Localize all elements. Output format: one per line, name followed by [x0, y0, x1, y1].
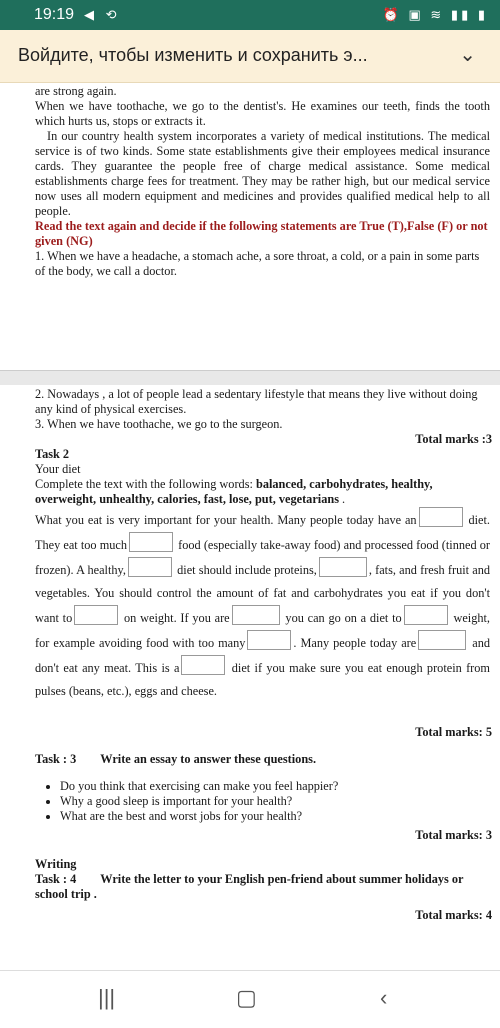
fill-in-text	[0, 507, 500, 703]
doc-paragraph: In our country health system incorporates a variety of medical institutions. The medical service is of two kinds. Some state establishments give their employees medical insurance cards. They guarantee the people free of charge medical assistance. Some medical establishments charge fees for treatment. They may be rather high, but our medical service now uses all modern equipment and medicines and provides qualified medical help to all people.	[35, 129, 490, 218]
fill-text: diet. They eat too much	[35, 513, 490, 552]
task-title	[0, 872, 500, 902]
sign-in-banner[interactable]	[0, 30, 500, 83]
task-title: Task 2	[35, 447, 70, 461]
fill-text: and don't eat any meat. This is a	[35, 636, 490, 675]
blank-input[interactable]	[419, 507, 463, 527]
total-marks: Total marks: 5	[415, 725, 492, 739]
document-page-1	[0, 84, 500, 370]
section-title: Writing	[35, 857, 77, 871]
fill-text: What you eat is very important for your health. Many people today have	[35, 513, 402, 527]
task3-title: Task : 3	[35, 752, 77, 766]
statement: 1. When we have a headache, a stomach ache, a sore throat, a cold, or a pain in some parts of the body, we call a doctor.	[35, 249, 480, 278]
chevron-down-icon[interactable]: ⌄	[459, 44, 476, 66]
status-bar	[0, 0, 500, 30]
fill-text: diet should include proteins,	[173, 563, 317, 577]
notification-icons: ◀ ⟲	[84, 7, 121, 22]
list-item: • What are the best and worst jobs for your health?	[60, 809, 500, 824]
page-separator	[0, 370, 500, 386]
fill-text: , fats, and fresh fruit and vegetables. You should control the amount of fat and carbohydrates you eat if you don't want to	[35, 563, 490, 625]
blank-input[interactable]	[74, 605, 118, 625]
instruction-end: .	[338, 492, 346, 506]
task-subtitle: Your diet	[35, 462, 81, 476]
fill-text: an	[404, 513, 417, 527]
blank-input[interactable]	[247, 630, 291, 650]
blank-input[interactable]	[404, 605, 448, 625]
total-marks: Total marks :3	[415, 432, 492, 446]
doc-paragraph: are strong again.	[35, 84, 117, 98]
blank-input[interactable]	[181, 655, 225, 675]
fill-text: you can go on a diet to	[281, 611, 402, 625]
doc-paragraph: When we have toothache, we go to the dentist's. He examines our teeth, finds the tooth which hurts us, stops or extracts it.	[35, 99, 490, 128]
list-item: • Do you think that exercising can make you feel happier?	[60, 779, 500, 794]
system-icons: ⏰ ▣ ≋ ▮▮ ▮	[382, 7, 488, 22]
statement: 3. When we have toothache, we go to the surgeon.	[35, 417, 283, 431]
status-time: 19:19	[34, 6, 75, 23]
blank-input[interactable]	[129, 532, 173, 552]
task4-text: Write the letter to your English pen-friend about summer holidays or school trip .	[35, 872, 464, 901]
document-page-2	[0, 385, 500, 969]
statement: 2. Nowadays , a lot of people lead a sedentary lifestyle that means they live without doing any kind of physical exercises.	[35, 387, 478, 416]
fill-text: diet if you make sure you eat enough protein from pulses (beans, etc.), eggs and cheese.	[35, 661, 490, 698]
banner-title: Войдите, чтобы изменить и сохранить э...	[18, 45, 368, 65]
navigation-bar	[0, 970, 500, 1028]
fill-text: food (especially take-away food) and processed food (tinned or frozen). A healthy,	[35, 538, 491, 577]
recent-apps-icon[interactable]: |||	[98, 985, 116, 1010]
instruction: Read the text again and decide if the following statements are True (T),False (F) or not given (NG)	[35, 219, 488, 248]
task-instruction	[0, 477, 500, 507]
fill-text: on weight. If you are	[120, 611, 230, 625]
blank-input[interactable]	[319, 557, 367, 577]
task-title	[0, 752, 500, 767]
fill-text: . Many people today are	[293, 636, 417, 650]
total-marks: Total marks: 3	[415, 828, 492, 842]
fill-text: weight, for example avoiding food with too many	[35, 611, 490, 650]
total-marks: Total marks: 4	[415, 908, 492, 922]
blank-input[interactable]	[418, 630, 466, 650]
list-item: • Why a good sleep is important for your health?	[60, 794, 500, 809]
task4-title: Task : 4	[35, 872, 77, 886]
blank-input[interactable]	[232, 605, 280, 625]
blank-input[interactable]	[128, 557, 172, 577]
question-list	[0, 779, 500, 824]
instruction-intro: Complete the text with the following words:	[35, 477, 256, 491]
back-icon[interactable]: ‹	[380, 985, 388, 1010]
home-icon[interactable]: ▢	[236, 985, 257, 1010]
word-list: balanced, carbohydrates, healthy, overweight, unhealthy, calories, fast, lose, put, vegetarians	[35, 477, 433, 506]
task3-text: Write an essay to answer these questions.	[100, 752, 317, 766]
